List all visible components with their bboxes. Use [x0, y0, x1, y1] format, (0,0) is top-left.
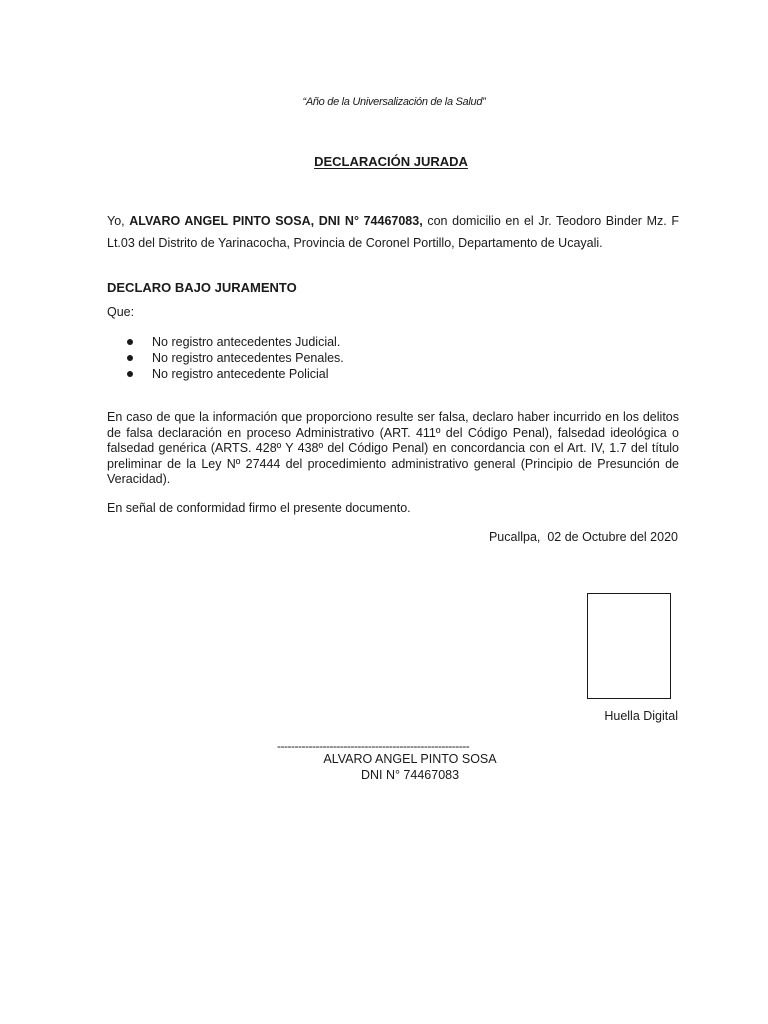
- bullet-icon: [127, 339, 133, 345]
- list-item: [127, 350, 344, 366]
- intro-prefix: Yo,: [107, 214, 130, 228]
- intro-paragraph: [107, 210, 679, 254]
- legal-paragraph: En caso de que la información que proporciono resulte ser falsa, declaro haber incurrido en los delitos de falsa declaración en proceso Administrativo (ART. 411º del Código Penal), falsedad ideológica o falsedad genérica (ARTS. 428º Y 438º del Código Penal) en concordancia con el Art. IV, 1.7 del título preliminar de la Ley Nº 27444 del procedimiento administrativo general (Principio de Presunción de Veracidad).: [107, 410, 679, 486]
- signer-dni: DNI N° 74467083: [360, 768, 460, 782]
- list-item-text: No registro antecedente Policial: [152, 367, 329, 381]
- list-item: [127, 334, 344, 350]
- list-item-text: No registro antecedentes Penales.: [152, 351, 344, 365]
- signer-name: ALVARO ANGEL PINTO SOSA: [323, 752, 497, 766]
- fingerprint-label: Huella Digital: [604, 709, 678, 723]
- bullet-icon: [127, 355, 133, 361]
- intro-address: con domicilio en el Jr. Teodoro Binder Mz. F Lt.03 del Distrito de Yarinacocha, Provincia de Coronel Portillo, Departamento de Ucayali.: [107, 214, 680, 250]
- list-item: [127, 366, 344, 382]
- declaration-heading: DECLARO BAJO JURAMENTO: [107, 280, 297, 295]
- fingerprint-box: [587, 593, 671, 699]
- list-item-text: No registro antecedentes Judicial.: [152, 335, 341, 349]
- place-and-date: Pucallpa, 02 de Octubre del 2020: [488, 530, 678, 544]
- que-label: Que:: [107, 305, 135, 319]
- declaration-list: [127, 334, 344, 382]
- conformity-statement: En señal de conformidad firmo el presente documento.: [107, 501, 411, 515]
- bullet-icon: [127, 371, 133, 377]
- year-motto: “Año de la Universalización de la Salud”: [302, 96, 486, 108]
- document-title: DECLARACIÓN JURADA: [314, 154, 468, 169]
- signature-line: -------------------------------------------------------: [277, 739, 470, 753]
- declarant-name-id: ALVARO ANGEL PINTO SOSA, DNI N° 74467083,: [129, 214, 423, 228]
